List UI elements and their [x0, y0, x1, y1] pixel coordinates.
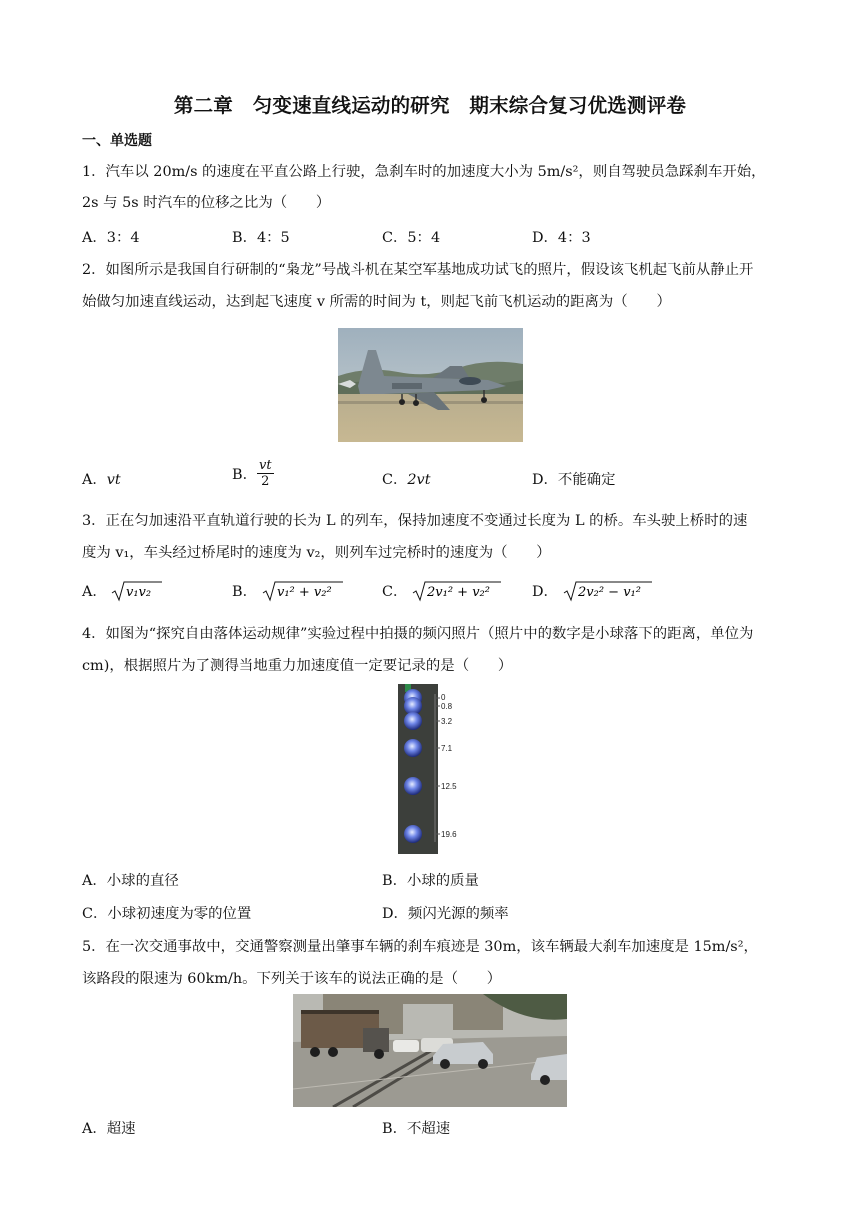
q3-option-c-expr: 2v₁² + v₂² — [426, 585, 490, 600]
strobe-photo-falling-ball — [398, 684, 460, 854]
q3-option-b-sqrt — [262, 580, 344, 602]
q3-option-b-label: B． — [232, 584, 257, 600]
q1-option-c: C．5：4 — [382, 230, 441, 246]
q3-option-d — [532, 580, 653, 602]
q2-option-b-label: B． — [232, 467, 257, 483]
q2-option-b — [232, 458, 274, 489]
q4-option-b: B．小球的质量 — [382, 873, 479, 889]
q3-option-c-label: C． — [382, 584, 408, 600]
q2-option-a-formula: vt — [106, 472, 121, 488]
scale-label-3: 7.1 — [441, 744, 453, 753]
page-title: 第二章 匀变速直线运动的研究 期末综合复习优选测评卷 — [173, 94, 687, 117]
traffic-accident-photo — [293, 994, 567, 1107]
q3-option-d-label: D． — [532, 584, 558, 600]
q2-text-line2: 始做匀加速直线运动，达到起飞速度 v 所需的时间为 t，则起飞前飞机运动的距离为（ ） — [82, 294, 671, 310]
q1-text-line1: 1．汽车以 20m/s 的速度在平直公路上行驶，急刹车时的加速度大小为 5m/s²，则自驾驶员急踩刹车开始， — [82, 164, 766, 180]
q3-option-a-expr: v₁v₂ — [126, 585, 152, 600]
q3-option-d-expr: 2v₂² − v₁² — [577, 585, 641, 600]
q5-text-line2: 该路段的限速为 60km/h。下列关于该车的说法正确的是（ ） — [82, 971, 502, 987]
q2-text-line1: 2．如图所示是我国自行研制的“枭龙”号战斗机在某空军基地成功试飞的照片，假设该飞机起飞前从静止开 — [82, 262, 754, 278]
q2-option-c — [382, 468, 430, 489]
q2-option-c-label: C． — [382, 472, 408, 488]
q3-option-c — [382, 580, 502, 602]
scale-label-4: 12.5 — [441, 782, 457, 791]
q3-option-c-sqrt — [412, 580, 502, 602]
q3-option-a-sqrt — [111, 580, 163, 602]
q5-option-b: B．不超速 — [382, 1121, 451, 1137]
q5-text-line1: 5．在一次交通事故中，交通警察测量出肇事车辆的刹车痕迹是 30m，该车辆最大刹车加速度是 15m/s²， — [82, 939, 758, 955]
q3-option-d-sqrt — [563, 580, 653, 602]
q4-text-line2: cm)，根据照片为了测得当地重力加速度值一定要记录的是（ ） — [82, 658, 513, 674]
q3-text-line2: 度为 v₁，车头经过桥尾时的速度为 v₂，则列车过完桥时的速度为（ ） — [82, 545, 551, 561]
q2-option-a — [82, 468, 121, 489]
q3-option-b-expr: v₁² + v₂² — [276, 585, 332, 600]
q3-text-line1: 3．正在匀加速沿平直轨道行驶的长为 L 的列车，保持加速度不变通过长度为 L 的桥。车头驶上桥时的速 — [82, 513, 748, 529]
q3-option-a-label: A． — [82, 584, 107, 600]
ball-position-4 — [404, 739, 422, 757]
scale-label-2: 3.2 — [441, 717, 453, 726]
q4-option-c: C．小球初速度为零的位置 — [82, 906, 252, 922]
ball-position-3 — [404, 712, 422, 730]
q1-text-line2: 2s 与 5s 时汽车的位移之比为（ ） — [82, 195, 331, 211]
q1-option-d: D．4：3 — [532, 230, 591, 246]
ball-position-5 — [404, 777, 422, 795]
q1-option-a: A．3：4 — [82, 230, 140, 246]
q4-text-line1: 4．如图为“探究自由落体运动规律”实验过程中拍摄的频闪照片（照片中的数字是小球落下的距离，单位为 — [82, 626, 754, 642]
scale-label-5: 19.6 — [441, 830, 457, 839]
ball-position-6 — [404, 825, 422, 843]
q2-option-b-fraction — [257, 458, 274, 489]
q3-option-b — [232, 580, 344, 602]
q1-option-b: B．4：5 — [232, 230, 290, 246]
q2-option-d: D．不能确定 — [532, 472, 616, 488]
q4-option-a: A．小球的直径 — [82, 873, 179, 889]
fighter-jet-photo — [338, 328, 523, 442]
q2-option-c-formula: 2vt — [407, 472, 431, 488]
fraction-numerator: vt — [258, 458, 272, 473]
scale-label-0: 0 — [441, 693, 446, 702]
q2-option-a-label: A． — [82, 472, 107, 488]
fraction-denominator: 2 — [261, 474, 270, 489]
scale-label-1: 0.8 — [441, 702, 453, 711]
q3-option-a — [82, 580, 163, 602]
section-heading: 一、单选题 — [82, 133, 152, 149]
q4-option-d: D．频闪光源的频率 — [382, 906, 509, 922]
q5-option-a: A．超速 — [82, 1121, 136, 1137]
